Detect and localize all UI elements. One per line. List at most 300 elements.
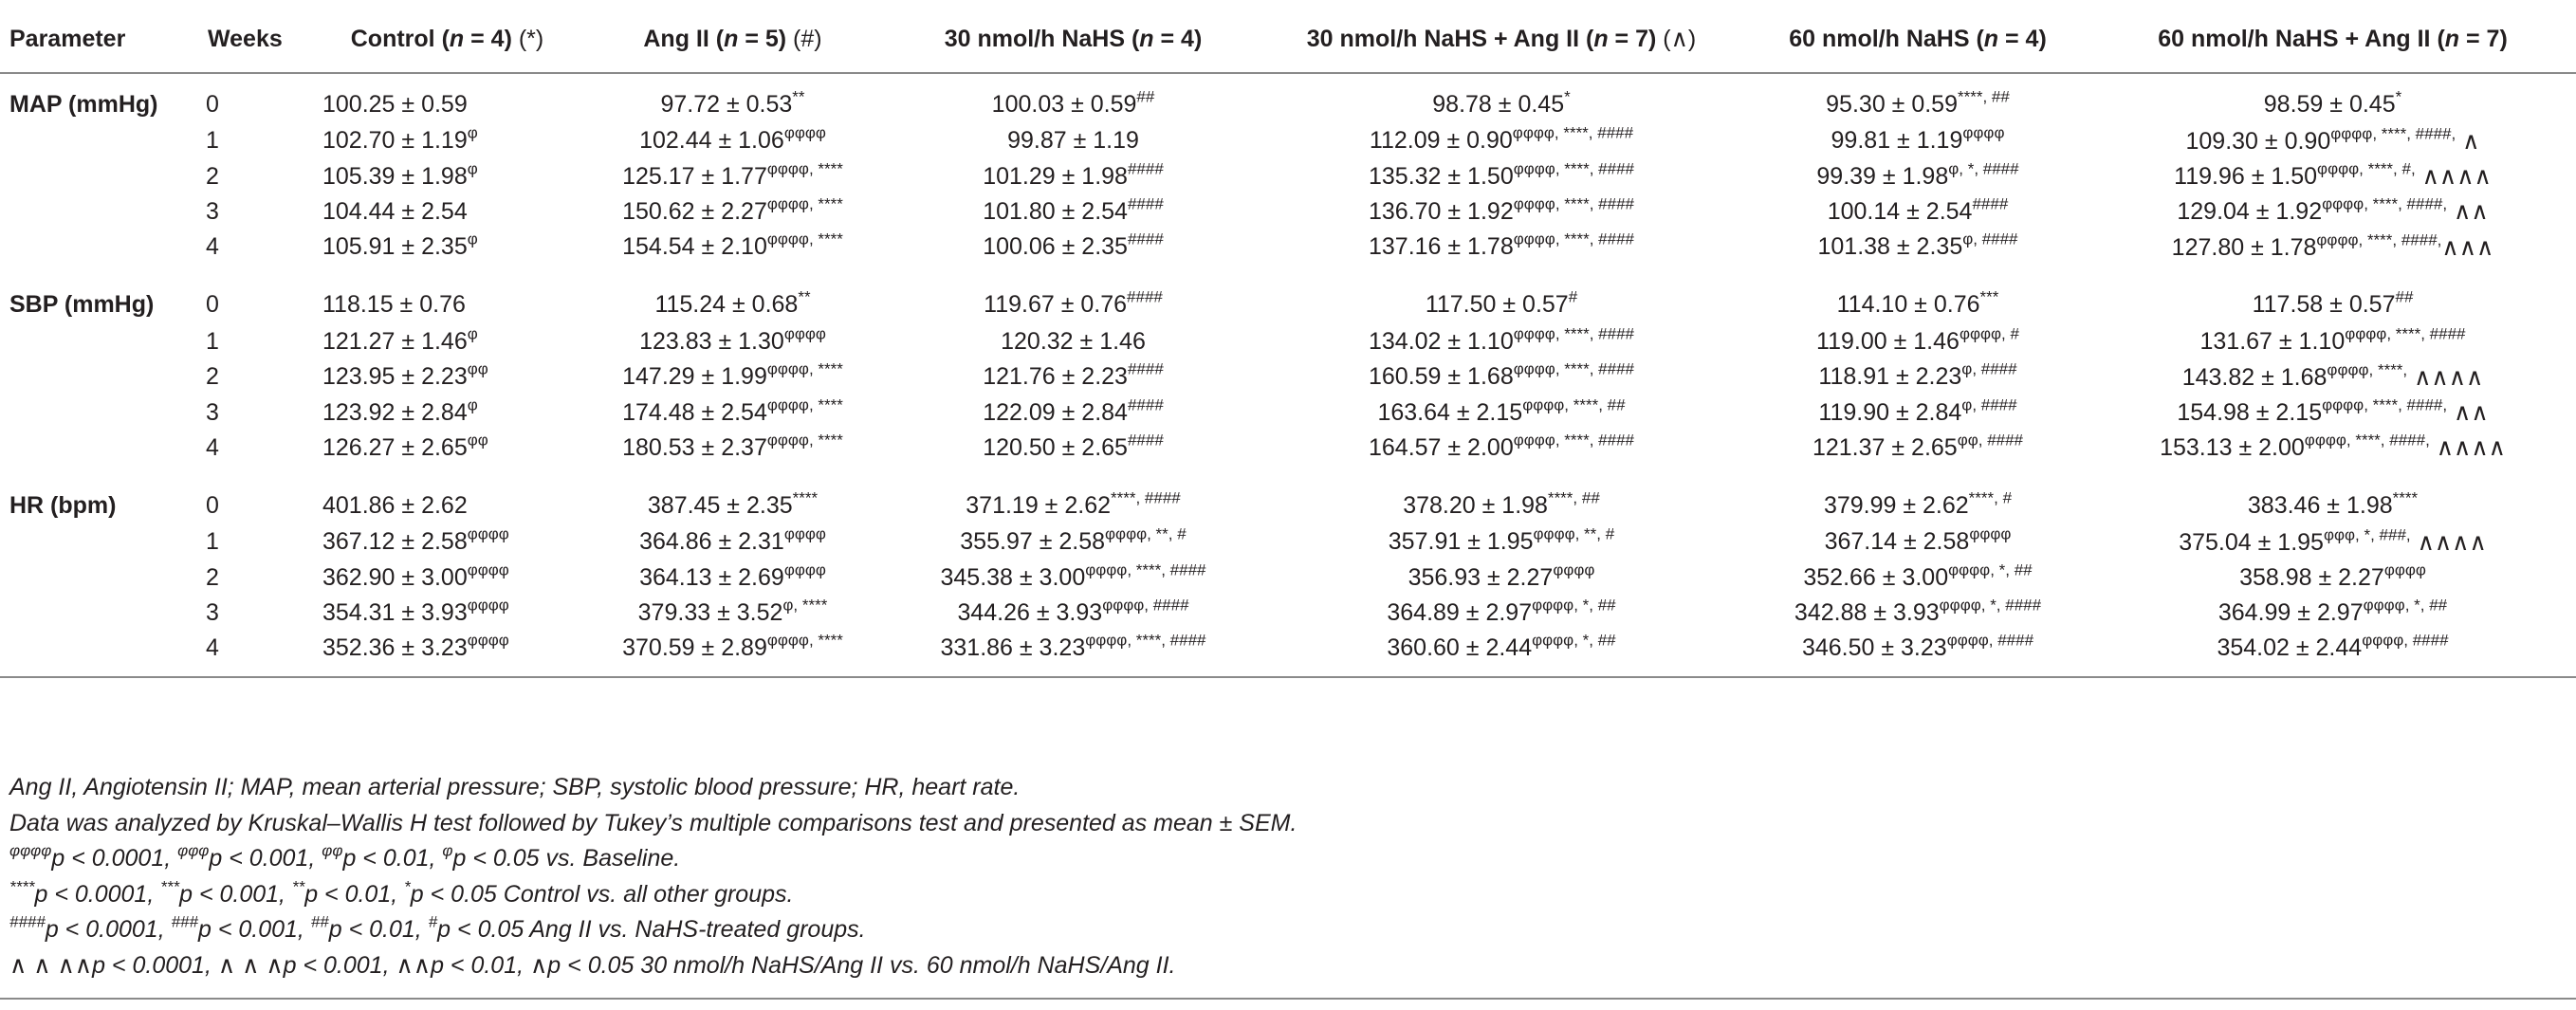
value-cell [1257, 324, 1746, 359]
table-row [0, 158, 2576, 193]
value-cell [2089, 431, 2576, 475]
significance-marks: φφφφ, ****, #### [1513, 431, 1634, 450]
mean-sem-value: 118.15 ± 0.76 [322, 291, 466, 319]
footnote-symbol: φφφ [177, 841, 210, 860]
mean-sem-value: 342.88 ± 3.93 [1794, 599, 1940, 627]
table-row [0, 395, 2576, 430]
parameter-cell [0, 631, 198, 676]
significance-marks: φφφφ [467, 524, 509, 543]
caret-marks: ∧∧∧ [2441, 233, 2494, 261]
mean-sem-value: 371.19 ± 2.62 [966, 491, 1111, 519]
significance-marks: #### [1127, 287, 1163, 306]
significance-marks: φφφφ [467, 560, 509, 579]
footnote-text: p < 0.05 Ang II vs. NaHS-treated groups. [437, 916, 866, 943]
significance-marks: φφφφ, ****, [2327, 360, 2408, 379]
value-cell [890, 475, 1257, 524]
value-cell [319, 73, 576, 123]
header-text: 60 nmol/h NaHS ( [1789, 25, 1984, 52]
value-cell [2089, 524, 2576, 560]
significance-marks: φφφφ, ****, ####, [2316, 230, 2442, 249]
caret-marks: ∧∧∧∧ [2415, 163, 2492, 191]
significance-marks: φφφφ [1553, 560, 1595, 579]
mean-sem-value: 401.86 ± 2.62 [322, 491, 468, 519]
mean-sem-value: 147.29 ± 1.99 [622, 363, 767, 391]
mean-sem-value: 153.13 ± 2.00 [2160, 434, 2305, 462]
table-body [0, 73, 2576, 677]
parameter-cell: HR (bpm) [9, 491, 117, 519]
significance-marks: ** [792, 86, 805, 105]
value-cell [576, 73, 890, 123]
value-cell [1257, 359, 1746, 395]
mean-sem-value: 95.30 ± 0.59 [1826, 90, 1958, 118]
mean-sem-value: 126.27 ± 2.65 [322, 433, 468, 461]
mean-sem-value: 98.59 ± 0.45 [2263, 90, 2396, 118]
header-symbol: (∧) [1656, 26, 1697, 52]
mean-sem-value: 358.98 ± 2.27 [2239, 563, 2384, 591]
significance-marks: φ [467, 230, 478, 248]
mean-sem-value: 154.98 ± 2.15 [2177, 399, 2323, 427]
header-text-post: = 4) [1998, 25, 2047, 52]
header-text-post: = 4) [1153, 25, 1203, 52]
mean-sem-value: 101.29 ± 1.98 [983, 162, 1128, 190]
header-text-post: = 5) [738, 25, 787, 52]
mean-sem-value: 331.86 ± 3.23 [940, 634, 1086, 662]
significance-marks: #### [1972, 194, 2009, 213]
value-cell [2089, 395, 2576, 430]
mean-sem-value: 362.90 ± 3.00 [322, 563, 468, 591]
significance-marks: φ, #### [1961, 359, 2017, 378]
significance-marks: φφφφ, ****, #### [1513, 230, 1634, 248]
footnote-text: p < 0.05 Control vs. all other groups. [410, 880, 794, 908]
mean-sem-value: 143.82 ± 1.68 [2181, 363, 2328, 391]
footnote-symbol: **** [9, 876, 35, 895]
mean-sem-value: 121.76 ± 2.23 [983, 363, 1128, 391]
mean-sem-value: 121.27 ± 1.46 [322, 327, 468, 355]
mean-sem-value: 100.14 ± 2.54 [1827, 197, 1973, 225]
value-cell [319, 596, 576, 631]
mean-sem-value: 120.50 ± 2.65 [983, 433, 1128, 461]
value-cell [2089, 194, 2576, 230]
mean-sem-value: 123.92 ± 2.84 [322, 398, 468, 426]
value-cell [890, 194, 1257, 230]
significance-marks: φ [467, 395, 478, 413]
significance-marks: φφφφ, *, ## [1532, 631, 1616, 650]
significance-marks: #### [1127, 395, 1164, 413]
mean-sem-value: 99.87 ± 1.19 [1007, 127, 1139, 155]
significance-marks: φφ [467, 359, 488, 378]
value-cell [890, 596, 1257, 631]
value-cell [576, 631, 890, 676]
mean-sem-value: 114.10 ± 0.76 [1836, 291, 1980, 319]
mean-sem-value: 375.04 ± 1.95 [2179, 528, 2324, 556]
mean-sem-value: 98.78 ± 0.45 [1432, 90, 1565, 118]
value-cell [2089, 596, 2576, 631]
significance-marks: φφφφ, *, ## [1948, 560, 2033, 579]
value-cell [576, 560, 890, 596]
value-cell [2089, 230, 2576, 274]
mean-sem-value: 370.59 ± 2.89 [622, 634, 767, 662]
mean-sem-value: 164.57 ± 2.00 [1368, 433, 1514, 461]
value-cell [1257, 158, 1746, 193]
significance-marks: φφφφ [783, 560, 826, 579]
value-cell [2089, 123, 2576, 158]
significance-marks: φφφφ, **** [766, 395, 843, 413]
parameter-cell [0, 359, 198, 395]
mean-sem-value: 118.91 ± 2.23 [1818, 363, 1962, 391]
parameter-cell [0, 560, 198, 596]
significance-marks: ** [798, 287, 811, 306]
parameter-cell [0, 324, 198, 359]
parameter-cell [0, 431, 198, 475]
mean-sem-value: 99.39 ± 1.98 [1816, 162, 1949, 190]
significance-marks: φ [467, 123, 478, 142]
value-cell [890, 524, 1257, 560]
value-cell [890, 359, 1257, 395]
significance-marks: φφ, #### [1957, 431, 2024, 450]
significance-marks: φ, **** [782, 596, 828, 615]
table-row [0, 324, 2576, 359]
mean-sem-value: 174.48 ± 2.54 [622, 398, 767, 426]
table-row [0, 275, 2576, 324]
significance-marks: # [1568, 287, 1578, 306]
mean-sem-value: 100.03 ± 0.59 [991, 90, 1137, 118]
column-header [576, 6, 890, 73]
value-cell [1746, 524, 2089, 560]
significance-marks: #### [1127, 431, 1164, 450]
significance-marks: #### [1127, 194, 1164, 213]
mean-sem-value: 102.44 ± 1.06 [639, 127, 784, 155]
header-n: n [1983, 25, 1999, 52]
significance-marks: φφφφ, **** [766, 631, 843, 650]
value-cell [576, 431, 890, 475]
table-row [0, 359, 2576, 395]
mean-sem-value: 129.04 ± 1.92 [2177, 198, 2323, 226]
significance-marks: φφφφ, **** [766, 431, 843, 450]
significance-marks: φφφφ, **** [766, 159, 843, 178]
header-symbol: (#) [786, 25, 822, 52]
mean-sem-value: 131.67 ± 1.10 [2199, 327, 2346, 355]
value-cell [319, 324, 576, 359]
significance-marks: φ [467, 324, 478, 343]
results-table [0, 6, 2576, 678]
table-footnotes [9, 770, 2567, 983]
value-cell [319, 275, 576, 324]
footnote-symbol: #### [9, 912, 46, 931]
significance-marks: #### [1127, 359, 1164, 378]
mean-sem-value: 119.67 ± 0.76 [984, 291, 1128, 319]
mean-sem-value: 352.36 ± 3.23 [322, 634, 468, 662]
value-cell [1257, 560, 1746, 596]
mean-sem-value: 160.59 ± 1.68 [1368, 363, 1514, 391]
mean-sem-value: 355.97 ± 2.58 [960, 528, 1106, 556]
significance-marks: φφφφ, ****, ## [1522, 395, 1626, 413]
value-cell [1257, 596, 1746, 631]
header-symbol: (*) [511, 25, 544, 52]
mean-sem-value: 122.09 ± 2.84 [983, 398, 1128, 426]
value-cell [1257, 475, 1746, 524]
value-cell [319, 395, 576, 430]
value-cell [576, 359, 890, 395]
significance-marks: φφφφ, # [1959, 324, 2019, 343]
value-cell [890, 158, 1257, 193]
footnote-text: p < 0.001, [179, 880, 292, 908]
significance-marks: φφφφ, ****, #### [1085, 631, 1206, 650]
mean-sem-value: 109.30 ± 0.90 [2185, 127, 2331, 155]
significance-marks: φφφφ [467, 596, 509, 615]
mean-sem-value: 120.32 ± 1.46 [1001, 327, 1146, 355]
footnote-symbol: φφ [322, 841, 343, 860]
mean-sem-value: 115.24 ± 0.68 [654, 291, 799, 319]
significance-marks: φφφφ, ****, ####, [2322, 194, 2448, 213]
caret-marks: ∧∧∧∧ [2407, 363, 2484, 391]
week-cell: 0 [206, 291, 219, 319]
significance-marks: φφφφ, ****, #### [1513, 324, 1634, 343]
mean-sem-value: 117.50 ± 0.57 [1425, 291, 1569, 319]
week-cell: 2 [206, 162, 219, 190]
mean-sem-value: 364.86 ± 2.31 [639, 528, 784, 556]
significance-marks: φφφφ, ****, #### [1513, 159, 1634, 178]
value-cell [2089, 73, 2576, 123]
mean-sem-value: 101.80 ± 2.54 [983, 197, 1128, 225]
value-cell [2089, 631, 2576, 676]
significance-marks: ## [1136, 86, 1155, 105]
value-cell [319, 194, 576, 230]
footnote-symbol: *** [160, 876, 180, 895]
significance-marks: φφφφ [467, 631, 509, 650]
header-text: 30 nmol/h NaHS ( [944, 25, 1140, 52]
value-cell [890, 324, 1257, 359]
mean-sem-value: 99.81 ± 1.19 [1831, 127, 1963, 155]
value-cell [890, 431, 1257, 475]
significance-marks: φφφφ, **** [766, 230, 843, 248]
mean-sem-value: 367.12 ± 2.58 [322, 528, 468, 556]
mean-sem-value: 357.91 ± 1.95 [1388, 528, 1534, 556]
value-cell [2089, 158, 2576, 193]
mean-sem-value: 119.90 ± 2.84 [1818, 398, 1962, 426]
significance-marks: ****, #### [1111, 488, 1181, 507]
mean-sem-value: 352.66 ± 3.00 [1803, 563, 1949, 591]
header-text-post: = 7) [2459, 25, 2508, 52]
mean-sem-value: 102.70 ± 1.19 [322, 127, 468, 155]
significance-marks: φφφφ, ****, #### [1512, 123, 1634, 142]
value-cell [1746, 475, 2089, 524]
significance-marks: * [1564, 86, 1571, 105]
week-cell: 1 [206, 528, 219, 556]
header-text: Weeks [208, 25, 283, 52]
mean-sem-value: 354.02 ± 2.44 [2217, 634, 2363, 662]
significance-marks: φφφφ, ****, #### [2345, 324, 2466, 343]
footnote-text: p < 0.0001, [51, 845, 178, 872]
mean-sem-value: 360.60 ± 2.44 [1387, 634, 1533, 662]
week-cell: 4 [206, 433, 219, 461]
caret-marks: ∧∧ [2447, 198, 2489, 226]
value-cell [2089, 475, 2576, 524]
mean-sem-value: 378.20 ± 1.98 [1403, 491, 1548, 519]
significance-marks: ## [2395, 287, 2414, 306]
footnote-text: p < 0.01, [328, 916, 429, 943]
value-cell [1746, 324, 2089, 359]
significance-marks: * [2395, 86, 2402, 105]
mean-sem-value: 379.33 ± 3.52 [637, 599, 783, 627]
parameter-cell [0, 194, 198, 230]
parameter-cell [0, 596, 198, 631]
week-cell: 3 [206, 398, 219, 426]
mean-sem-value: 104.44 ± 2.54 [322, 197, 468, 225]
week-cell: 3 [206, 599, 219, 627]
footnote-text: p < 0.0001, [45, 916, 172, 943]
value-cell [319, 431, 576, 475]
mean-sem-value: 163.64 ± 2.15 [1377, 398, 1523, 426]
table-row [0, 596, 2576, 631]
mean-sem-value: 135.32 ± 1.50 [1368, 162, 1514, 190]
value-cell [576, 123, 890, 158]
table-row [0, 73, 2576, 123]
value-cell [2089, 324, 2576, 359]
parameter-cell [0, 395, 198, 430]
mean-sem-value: 344.26 ± 3.93 [957, 599, 1103, 627]
significance-marks: φ, *, #### [1948, 159, 2019, 178]
header-n: n [2444, 25, 2460, 52]
parameter-cell [0, 230, 198, 274]
value-cell [1257, 275, 1746, 324]
mean-sem-value: 105.91 ± 2.35 [322, 233, 468, 261]
significance-marks: **** [2392, 488, 2419, 507]
week-cell: 0 [206, 90, 219, 118]
value-cell [1257, 631, 1746, 676]
footnote-line [9, 877, 2567, 913]
significance-marks: *** [1979, 287, 1999, 306]
value-cell [1746, 194, 2089, 230]
footnote-text: p < 0.0001, [34, 880, 161, 908]
table-row [0, 194, 2576, 230]
week-cell: 2 [206, 563, 219, 591]
footnote-line [9, 841, 2567, 877]
significance-marks: φφφφ [783, 524, 826, 543]
column-header [1746, 6, 2089, 73]
mean-sem-value: 119.96 ± 1.50 [2174, 163, 2318, 191]
value-cell [1257, 194, 1746, 230]
significance-marks: φ, #### [1961, 395, 2017, 413]
significance-marks: #### [1127, 230, 1164, 248]
significance-marks: φφφφ, #### [2362, 631, 2449, 650]
value-cell [890, 73, 1257, 123]
header-n: n [1139, 25, 1154, 52]
value-cell [1746, 359, 2089, 395]
value-cell [576, 194, 890, 230]
week-cell: 3 [206, 197, 219, 225]
mean-sem-value: 100.06 ± 2.35 [983, 233, 1128, 261]
significance-marks: φφφφ, **, # [1533, 524, 1615, 543]
mean-sem-value: 180.53 ± 2.37 [622, 433, 767, 461]
header-n: n [724, 25, 739, 52]
significance-marks: φφφφ [1962, 123, 2005, 142]
mean-sem-value: 346.50 ± 3.23 [1801, 634, 1947, 662]
column-header [890, 6, 1257, 73]
mean-sem-value: 134.02 ± 1.10 [1368, 327, 1514, 355]
mean-sem-value: 125.17 ± 1.77 [622, 162, 767, 190]
significance-marks: φ [467, 159, 478, 178]
mean-sem-value: 97.72 ± 0.53 [660, 90, 793, 118]
value-cell [319, 359, 576, 395]
table-row [0, 123, 2576, 158]
significance-marks: φφφφ [783, 324, 826, 343]
header-n: n [449, 25, 465, 52]
footnote-symbol: φ [442, 841, 453, 860]
header-n: n [1593, 26, 1609, 52]
mean-sem-value: 379.99 ± 2.62 [1823, 491, 1969, 519]
value-cell [890, 395, 1257, 430]
table-header-row [0, 6, 2576, 73]
caret-marks: ∧ [2456, 127, 2480, 155]
significance-marks: φφφφ, *, #### [1939, 596, 2042, 615]
week-cell: 1 [206, 327, 219, 355]
value-cell [576, 158, 890, 193]
mean-sem-value: 356.93 ± 2.27 [1408, 563, 1554, 591]
value-cell [1746, 123, 2089, 158]
significance-marks: **** [792, 488, 819, 507]
value-cell [576, 524, 890, 560]
header-text-post: = 7) [1608, 26, 1657, 52]
mean-sem-value: 119.00 ± 1.46 [1816, 327, 1960, 355]
table-row [0, 230, 2576, 274]
column-header [2089, 6, 2576, 73]
parameter-cell: SBP (mmHg) [9, 291, 155, 319]
value-cell [576, 324, 890, 359]
value-cell [1257, 73, 1746, 123]
value-cell [1746, 596, 2089, 631]
significance-marks: φφφφ [2383, 560, 2426, 579]
significance-marks: φφφφ, *, ## [1532, 596, 1616, 615]
footnote-line [9, 912, 2567, 948]
significance-marks: φφφφ, ****, #, [2317, 159, 2416, 178]
footnote-text: p < 0.01, [342, 845, 443, 872]
mean-sem-value: 345.38 ± 3.00 [940, 563, 1086, 591]
mean-sem-value: 136.70 ± 1.92 [1368, 197, 1514, 225]
mean-sem-value: 354.31 ± 3.93 [322, 599, 468, 627]
significance-marks: φφφφ, **** [766, 359, 843, 378]
footnote-symbol: ## [310, 912, 329, 931]
value-cell [890, 275, 1257, 324]
significance-marks: φφφφ [1969, 524, 2012, 543]
mean-sem-value: 100.25 ± 0.59 [322, 90, 468, 118]
significance-marks: φφφφ [783, 123, 826, 142]
header-text-post: = 4) [464, 25, 512, 52]
header-text: Parameter [9, 25, 126, 52]
value-cell [319, 560, 576, 596]
bottom-rule [0, 998, 2576, 1000]
mean-sem-value: 123.83 ± 1.30 [639, 327, 784, 355]
significance-marks: #### [1127, 159, 1164, 178]
value-cell [890, 123, 1257, 158]
parameter-cell [0, 524, 198, 560]
parameter-cell [0, 158, 198, 193]
value-cell [319, 631, 576, 676]
footnote-text: Ang II, Angiotensin II; MAP, mean arterial pressure; SBP, systolic blood pressure; HR, heart rate. [9, 774, 1021, 800]
table-row [0, 431, 2576, 475]
parameter-cell: MAP (mmHg) [9, 90, 158, 118]
value-cell [1746, 73, 2089, 123]
caret-marks: ∧∧∧∧ [2429, 434, 2506, 462]
mean-sem-value: 154.54 ± 2.10 [622, 233, 767, 261]
caret-marks: ∧∧∧∧ [2410, 528, 2487, 556]
value-cell [319, 475, 576, 524]
week-cell: 4 [206, 233, 219, 261]
value-cell [1746, 158, 2089, 193]
footnote-symbol: ** [291, 876, 305, 895]
value-cell [319, 123, 576, 158]
value-cell [319, 524, 576, 560]
value-cell [319, 230, 576, 274]
